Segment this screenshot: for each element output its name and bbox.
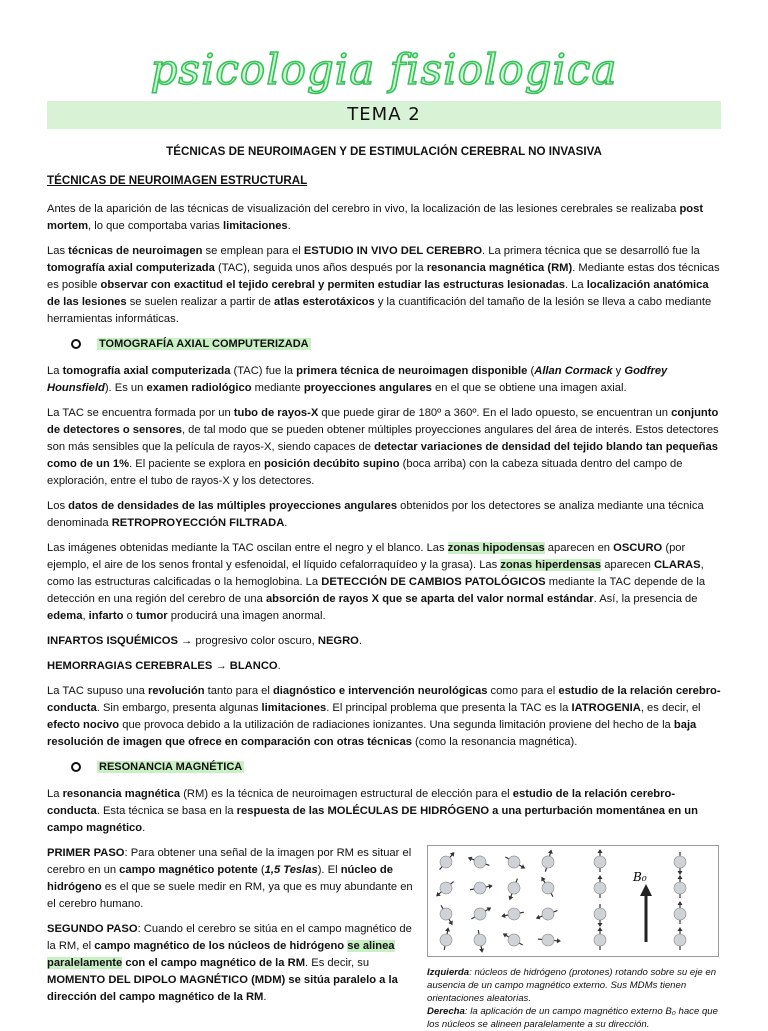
proton-icon [504, 877, 523, 903]
paragraph-segundo-paso: SEGUNDO PASO: Cuando el cerebro se sitúa en el campo magnético de la RM, el campo magnético de los núcleos de hidrógeno se alinea paralelamente con el campo magnético de la RM. Es decir, su MOMENTO DEL DIPOLO MAGNÉTICO (MDM) se sitúa paralelo a la dirección del campo magnético de la RM. [47, 923, 412, 1003]
arrow-head-icon [640, 884, 652, 896]
proton-icon [432, 877, 457, 901]
paragraph-tac-4: Las imágenes obtenidas mediante la TAC oscilan entre el negro y el blanco. Las zonas hipodensas aparecen en OSCURO (por ejemplo, el aire de los senos frontal y esfenoidal, el líquido cefalorraquídeo y la grasa). Las zonas hiperdensas aparecen CLARAS, como las estructuras calcificadas o la hemoglobina. La DETECCIÓN DE CAMBIOS PATOLÓGICOS mediante la TAC depende de la detección en una región del cerebro de una absorción de rayos X que se aparta del valor normal estándar. Así, la presencia de edema, infarto o tumor producirá una imagen anormal. [47, 542, 706, 622]
proton-icon [594, 849, 606, 872]
proton-icon [594, 875, 606, 898]
proton-alignment-figure [427, 845, 719, 957]
figure-caption: Izquierda: núcleos de hidrógeno (protones) rotando sobre su eje en ausencia de un campo magnético externo. Sus MDMs tienen orientaciones aleatorias. Derecha: la aplicación de un campo magnético externo B₀ hace que los núcleos se alineen paralelamente a su dirección. [427, 967, 718, 1030]
proton-icon [435, 848, 459, 873]
subheading-rm: RESONANCIA MAGNÉTICA [71, 759, 721, 776]
proton-icon [502, 852, 528, 874]
proton-icon [674, 852, 686, 875]
paragraph-infartos: INFARTOS ISQUÉMICOS → progresivo color oscuro, NEGRO. [47, 635, 362, 647]
rm-two-column [47, 845, 721, 1031]
proton-icon [594, 904, 606, 927]
tema-banner: TEMA 2 [47, 101, 721, 129]
aligned-protons [594, 849, 686, 950]
paragraph-rm-1: La resonancia magnética (RM) es la técnica de neuroimagen estructural de elección para el estudio de la relación cerebro-conducta. Esta técnica se basa en la respuesta de las MOLÉCULAS DE HIDRÓGENO a una perturbación momentánea en un campo magnético. [47, 788, 698, 834]
main-heading: TÉCNICAS DE NEUROIMAGEN Y DE ESTIMULACIÓN CEREBRAL NO INVASIVA [166, 145, 602, 158]
proton-icon [674, 875, 686, 898]
section-heading: TÉCNICAS DE NEUROIMAGEN ESTRUCTURAL [47, 174, 308, 187]
proton-icon [534, 905, 560, 924]
circle-bullet-icon [71, 339, 81, 349]
proton-icon [674, 927, 686, 950]
proton-icon [438, 926, 454, 951]
proton-icon [500, 928, 526, 950]
proton-icon [500, 906, 525, 922]
paragraph-tac-1: La tomografía axial computerizada (TAC) fue la primera técnica de neuroimagen disponible (Allan Cormack y Godfrey Hounsfield). Es un examen radiológico mediante proyecciones angulares en el que se obtiene una imagen axial. [47, 365, 668, 394]
circle-bullet-icon [71, 762, 81, 772]
proton-icon [468, 902, 494, 924]
proton-icon [472, 929, 488, 954]
proton-icon [436, 902, 458, 928]
paragraph-tac-3: Los datos de densidades de las múltiples proyecciones angulares obtenidos por los detectores se analiza mediante una técnica denominada RETROPROYECCIÓN FILTRADA. [47, 500, 704, 529]
proton-icon [540, 848, 558, 873]
field-label: B₀ [633, 870, 647, 884]
rm-steps [47, 845, 417, 1031]
random-protons [432, 848, 561, 954]
paragraph-hemorragias: HEMORRAGIAS CEREBRALES → BLANCO. [47, 660, 281, 672]
paragraph-tac-limits: La TAC supuso una revolución tanto para el diagnóstico e intervención neurológicas como para el estudio de la relación cerebro-conducta. Sin embargo, presenta algunas limitaciones. El principal problema que presenta la TAC es la IATROGENIA, es decir, el efecto nocivo que provoca debido a la utilización de radiaciones ionizantes. Una segunda limitación proviene del hecho de la baja resolución de imagen que ofrece en comparación con otras técnicas (como la resonancia magnética). [47, 685, 721, 748]
figure-container [427, 845, 721, 1031]
paragraph-tac-2: La TAC se encuentra formada por un tubo de rayos-X que puede girar de 180º a 360º. En el lado opuesto, se encuentran un conjunto de detectores o sensores, de tal modo que se pueden obtener múltiples proyecciones angulares del área de interés. Estos detectores son más sensibles que la película de rayos-X, siendo capaces de detectar variaciones de densidad del tejido blando tan pequeñas como de un 1%. El paciente se explora en posición decúbito supino (boca arriba) con la cabeza situada dentro del campo de exploración, entre el tubo de rayos-X y los detectores. [47, 407, 719, 487]
subheading-tac: TOMOGRAFÍA AXIAL COMPUTERIZADA [71, 336, 721, 353]
proton-icon [674, 901, 686, 924]
proton-icon [536, 874, 558, 900]
proton-icon [469, 880, 494, 896]
proton-icon [594, 927, 606, 950]
paragraph-intro: Antes de la aparición de las técnicas de visualización del cerebro in vivo, la localización de las lesiones cerebrales se realizaba post mortem, lo que comportaba varias limitaciones. [47, 203, 704, 232]
proton-icon [538, 933, 562, 947]
paragraph-techniques: Las técnicas de neuroimagen se emplean para el ESTUDIO IN VIVO DEL CEREBRO. La primera técnica que se desarrolló fue la tomografía axial computerizada (TAC), seguida unos años después por la resonancia magnética (RM). Mediante estas dos técnicas es posible observar con exactitud el tejido cerebral y permiten estudiar las estructuras lesionadas. La localización anatómica de las lesiones se suelen realizar a partir de atlas esterotáxicos y la cuantificación del tamaño de la lesión se lleva a cabo mediante herramientas informáticas. [47, 245, 720, 325]
paragraph-primer-paso: PRIMER PASO: Para obtener una señal de la imagen por RM es situar el cerebro en un campo magnético potente (1,5 Teslas). El núcleo de hidrógeno es el que se suele medir en RM, ya que es muy abundante en el cerebro humano. [47, 847, 413, 910]
document-body [47, 143, 721, 1031]
proton-icon [466, 852, 492, 871]
page-title: psicologia fisiologica [150, 45, 618, 94]
